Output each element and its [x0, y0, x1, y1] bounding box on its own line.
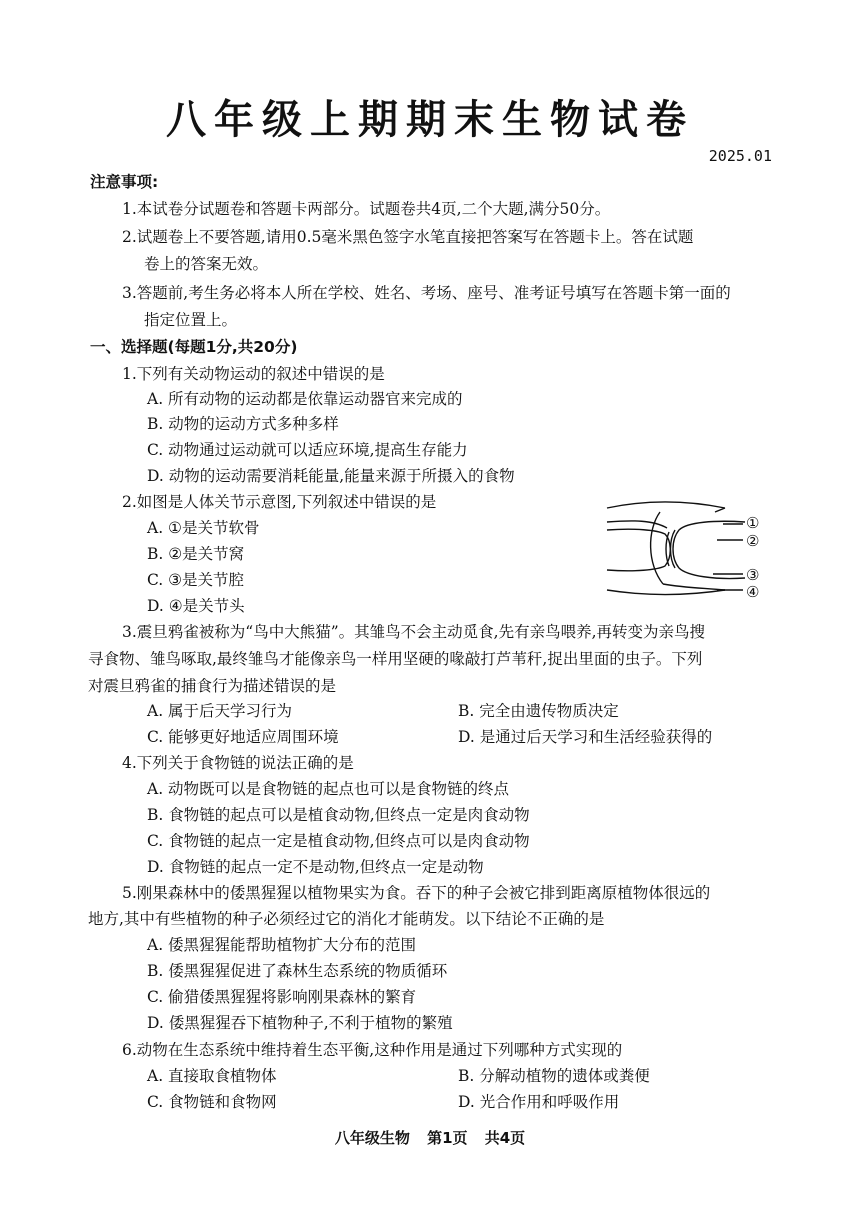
option-a: A. 所有动物的运动都是依靠运动器官来完成的: [147, 390, 463, 408]
option-d: D. ④是关节头: [147, 597, 245, 615]
option-b: B. ②是关节窝: [147, 545, 245, 563]
option-c: C. ③是关节腔: [147, 571, 245, 589]
option-a: A. 倭黑猩猩能帮助植物扩大分布的范围: [147, 936, 417, 954]
option-b: B. 倭黑猩猩促进了森林生态系统的物质循环: [147, 962, 448, 980]
option-b: B. 完全由遗传物质决定: [458, 702, 619, 720]
option-c: C. 偷猎倭黑猩猩将影响刚果森林的繁育: [147, 988, 417, 1006]
option-c: C. 食物链的起点一定是植食动物,但终点可以是肉食动物: [147, 832, 530, 850]
footer-page: 第1页: [427, 1129, 468, 1147]
diagram-label-4: ④: [746, 583, 760, 601]
option-b: B. 食物链的起点可以是植食动物,但终点一定是肉食动物: [147, 806, 530, 824]
question-stem: 5.刚果森林中的倭黑猩猩以植物果实为食。吞下的种子会被它排到距离原植物体很远的: [122, 884, 711, 902]
notice-item: 2.试题卷上不要答题,请用0.5毫米黑色签字水笔直接把答案写在答题卡上。答在试题: [122, 228, 694, 246]
diagram-label-2: ②: [746, 532, 760, 550]
question-stem: 3.震旦鸦雀被称为“鸟中大熊猫”。其雏鸟不会主动觅食,先有亲鸟喂养,再转变为亲鸟搜: [122, 623, 705, 641]
option-a: A. 直接取食植物体: [147, 1067, 277, 1085]
question-stem: 1.下列有关动物运动的叙述中错误的是: [122, 365, 385, 383]
question-stem: 6.动物在生态系统中维持着生态平衡,这种作用是通过下列哪种方式实现的: [122, 1041, 623, 1059]
footer-total: 共4页: [484, 1129, 526, 1147]
notice-item: 卷上的答案无效。: [144, 255, 269, 273]
question-stem-cont: 寻食物、雏鸟啄取,最终雏鸟才能像亲鸟一样用坚硬的喙敲打芦苇秆,捉出里面的虫子。下列: [88, 650, 703, 668]
section-heading: 一、选择题(每题1分,共20分): [90, 338, 298, 356]
diagram-label-1: ①: [746, 514, 760, 532]
option-a: A. 属于后天学习行为: [147, 702, 293, 720]
footer-subject: 八年级生物: [334, 1129, 410, 1147]
notice-item: 1.本试卷分试题卷和答题卡两部分。试题卷共4页,二个大题,满分50分。: [122, 200, 611, 218]
exam-date: 2025.01: [708, 147, 772, 165]
diagram-label-3: ③: [746, 566, 760, 584]
page-footer: [0, 1127, 860, 1148]
option-d: D. 是通过后天学习和生活经验获得的: [458, 728, 713, 746]
option-b: B. 分解动植物的遗体或粪便: [458, 1067, 650, 1085]
question-stem: 4.下列关于食物链的说法正确的是: [122, 754, 354, 772]
option-a: A. 动物既可以是食物链的起点也可以是食物链的终点: [147, 780, 510, 798]
option-b: B. 动物的运动方式多种多样: [147, 415, 339, 433]
option-c: C. 食物链和食物网: [147, 1093, 277, 1111]
notice-heading: 注意事项:: [90, 173, 159, 191]
option-d: D. 食物链的起点一定不是动物,但终点一定是动物: [147, 858, 484, 876]
notice-item: 指定位置上。: [144, 311, 238, 329]
notice-item: 3.答题前,考生务必将本人所在学校、姓名、考场、座号、准考证号填写在答题卡第一面的: [122, 284, 731, 302]
option-c: C. 动物通过运动就可以适应环境,提高生存能力: [147, 441, 468, 459]
question-stem: 2.如图是人体关节示意图,下列叙述中错误的是: [122, 493, 437, 511]
question-stem-cont: 地方,其中有些植物的种子必须经过它的消化才能萌发。以下结论不正确的是: [88, 910, 605, 928]
exam-title: 八年级上期期末生物试卷: [166, 97, 694, 143]
option-d: D. 倭黑猩猩吞下植物种子,不利于植物的繁殖: [147, 1014, 453, 1032]
joint-diagram: [605, 500, 755, 600]
question-stem-cont: 对震旦鸦雀的捕食行为描述错误的是: [88, 677, 337, 695]
option-a: A. ①是关节软骨: [147, 519, 260, 537]
option-d: D. 光合作用和呼吸作用: [458, 1093, 620, 1111]
option-d: D. 动物的运动需要消耗能量,能量来源于所摄入的食物: [147, 467, 515, 485]
option-c: C. 能够更好地适应周围环境: [147, 728, 339, 746]
